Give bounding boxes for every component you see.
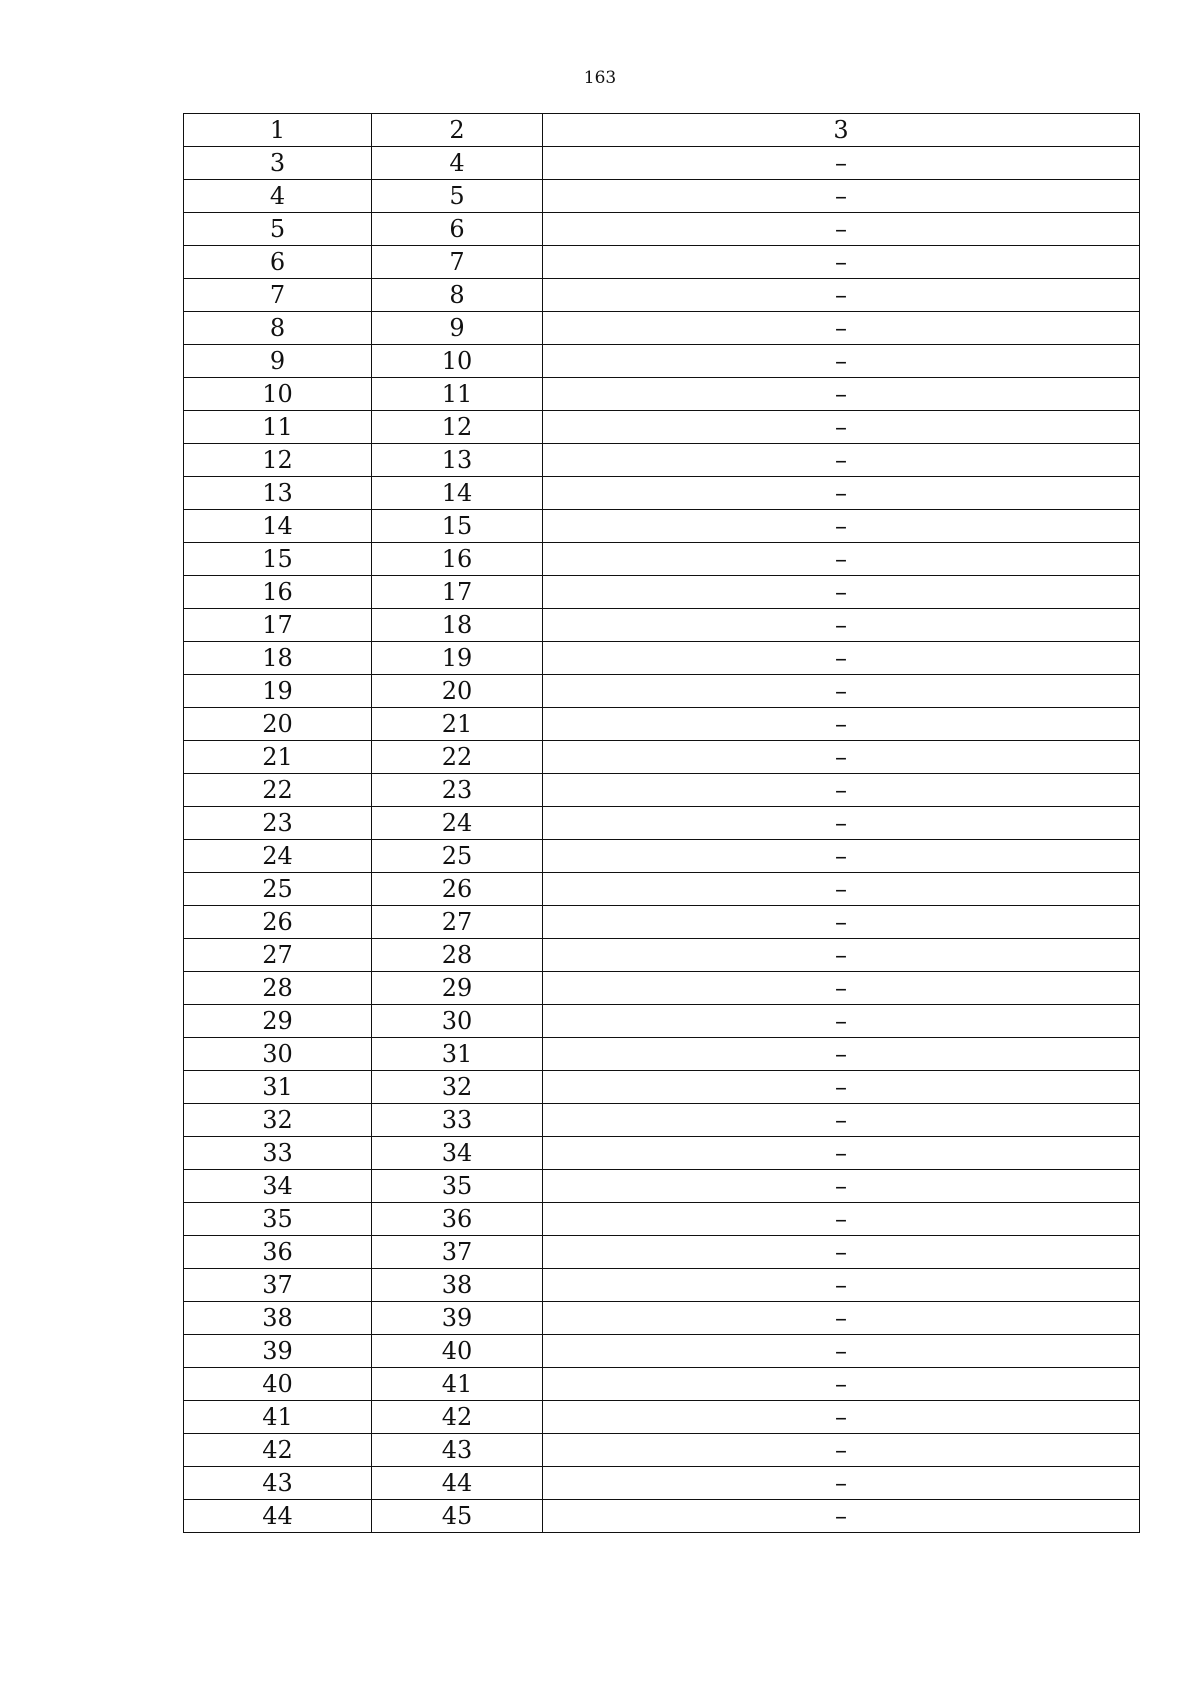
table-row [184,444,1140,477]
table-cell-col-2: 36 [372,1203,543,1236]
table-row [184,543,1140,576]
table-cell-col-1: 35 [184,1203,372,1236]
table-cell-col-2: 31 [372,1038,543,1071]
table-cell-col-3: – [543,312,1140,345]
table-cell-col-1: 36 [184,1236,372,1269]
table-row [184,1500,1140,1533]
table-row [184,180,1140,213]
table-cell-col-2: 8 [372,279,543,312]
table-cell-col-2: 9 [372,312,543,345]
table-cell-col-3: – [543,180,1140,213]
table-cell-col-2: 11 [372,378,543,411]
table-cell-col-1: 28 [184,972,372,1005]
table-cell-col-2: 22 [372,741,543,774]
table-cell-col-3: – [543,1236,1140,1269]
table-cell-col-1: 40 [184,1368,372,1401]
table-cell-col-1: 43 [184,1467,372,1500]
table-cell-col-3: – [543,807,1140,840]
table-cell-col-2: 29 [372,972,543,1005]
table-cell-col-3: – [543,609,1140,642]
table-row [184,1104,1140,1137]
data-table-container [183,113,1139,1533]
table-row [184,774,1140,807]
table-cell-col-3: – [543,1170,1140,1203]
table-cell-col-1: 9 [184,345,372,378]
table-cell-col-2: 5 [372,180,543,213]
table-cell-col-2: 27 [372,906,543,939]
table-cell-col-3: – [543,1467,1140,1500]
table-cell-col-1: 22 [184,774,372,807]
table-row [184,939,1140,972]
table-cell-col-2: 26 [372,873,543,906]
table-row [184,741,1140,774]
header-row [184,114,1140,147]
table-cell-col-1: 37 [184,1269,372,1302]
table-row [184,1368,1140,1401]
table-cell-col-2: 21 [372,708,543,741]
table-cell-col-1: 27 [184,939,372,972]
table-cell-col-1: 10 [184,378,372,411]
table-cell-col-1: 24 [184,840,372,873]
table-cell-col-1: 32 [184,1104,372,1137]
table-cell-col-3: – [543,873,1140,906]
table-cell-col-3: – [543,1401,1140,1434]
table-cell-col-1: 44 [184,1500,372,1533]
table-row [184,1071,1140,1104]
table-row [184,147,1140,180]
table-cell-col-3: – [543,246,1140,279]
table-cell-col-3: – [543,147,1140,180]
table-row [184,312,1140,345]
table-cell-col-2: 18 [372,609,543,642]
table-row [184,609,1140,642]
table-cell-col-2: 30 [372,1005,543,1038]
table-cell-col-1: 20 [184,708,372,741]
table-cell-col-2: 16 [372,543,543,576]
table-cell-col-3: – [543,1104,1140,1137]
table-cell-col-1: 34 [184,1170,372,1203]
table-row [184,642,1140,675]
table-row [184,246,1140,279]
table-cell-col-3: – [543,1302,1140,1335]
table-cell-col-1: 41 [184,1401,372,1434]
table-cell-col-3: – [543,741,1140,774]
table-row [184,1203,1140,1236]
table-cell-col-3: – [543,939,1140,972]
table-cell-col-1: 18 [184,642,372,675]
table-cell-col-1: 1 [184,114,372,147]
table-cell-col-3: – [543,279,1140,312]
table-cell-col-2: 38 [372,1269,543,1302]
table-cell-col-3: – [543,378,1140,411]
table-cell-col-2: 39 [372,1302,543,1335]
table-cell-col-2: 6 [372,213,543,246]
table-cell-col-3: 3 [543,114,1140,147]
table-row [184,345,1140,378]
table-row [184,1302,1140,1335]
table-cell-col-2: 24 [372,807,543,840]
table-cell-col-2: 32 [372,1071,543,1104]
table-cell-col-2: 28 [372,939,543,972]
table-row [184,1434,1140,1467]
table-cell-col-3: – [543,1500,1140,1533]
table-cell-col-3: – [543,477,1140,510]
table-row [184,906,1140,939]
table-cell-col-3: – [543,1071,1140,1104]
page-number: 163 [583,68,617,88]
table-row [184,1038,1140,1071]
table-cell-col-1: 31 [184,1071,372,1104]
table-cell-col-1: 8 [184,312,372,345]
table-row [184,1335,1140,1368]
table-cell-col-1: 39 [184,1335,372,1368]
table-cell-col-1: 26 [184,906,372,939]
data-table [183,113,1140,1533]
table-cell-col-2: 10 [372,345,543,378]
table-row [184,1236,1140,1269]
table-cell-col-2: 37 [372,1236,543,1269]
table-cell-col-1: 23 [184,807,372,840]
table-cell-col-3: – [543,972,1140,1005]
table-cell-col-2: 25 [372,840,543,873]
table-row [184,840,1140,873]
table-row [184,411,1140,444]
table-cell-col-2: 20 [372,675,543,708]
table-cell-col-1: 12 [184,444,372,477]
table-cell-col-2: 35 [372,1170,543,1203]
table-row [184,378,1140,411]
table-cell-col-2: 40 [372,1335,543,1368]
table-cell-col-2: 12 [372,411,543,444]
table-row [184,279,1140,312]
table-cell-col-3: – [543,543,1140,576]
table-body [184,114,1140,1533]
table-cell-col-3: – [543,411,1140,444]
table-row [184,1269,1140,1302]
table-row [184,972,1140,1005]
table-cell-col-3: – [543,510,1140,543]
table-cell-col-3: – [543,642,1140,675]
table-cell-col-1: 30 [184,1038,372,1071]
table-cell-col-1: 42 [184,1434,372,1467]
table-cell-col-3: – [543,1368,1140,1401]
table-cell-col-1: 4 [184,180,372,213]
table-cell-col-1: 14 [184,510,372,543]
table-cell-col-3: – [543,1269,1140,1302]
table-cell-col-1: 16 [184,576,372,609]
table-row [184,873,1140,906]
table-cell-col-1: 19 [184,675,372,708]
table-cell-col-3: – [543,1434,1140,1467]
table-cell-col-3: – [543,1203,1140,1236]
table-row [184,675,1140,708]
table-cell-col-3: – [543,675,1140,708]
table-cell-col-2: 15 [372,510,543,543]
table-cell-col-3: – [543,840,1140,873]
table-cell-col-2: 7 [372,246,543,279]
table-cell-col-1: 5 [184,213,372,246]
table-cell-col-2: 42 [372,1401,543,1434]
table-cell-col-3: – [543,1038,1140,1071]
table-cell-col-3: – [543,213,1140,246]
table-cell-col-1: 17 [184,609,372,642]
table-cell-col-1: 21 [184,741,372,774]
table-row [184,477,1140,510]
table-row [184,576,1140,609]
table-cell-col-3: – [543,345,1140,378]
table-cell-col-2: 4 [372,147,543,180]
table-cell-col-1: 33 [184,1137,372,1170]
table-cell-col-2: 43 [372,1434,543,1467]
table-cell-col-3: – [543,906,1140,939]
table-cell-col-1: 6 [184,246,372,279]
table-cell-col-3: – [543,1335,1140,1368]
table-row [184,1401,1140,1434]
table-cell-col-1: 15 [184,543,372,576]
table-cell-col-1: 11 [184,411,372,444]
table-cell-col-1: 7 [184,279,372,312]
table-cell-col-3: – [543,1137,1140,1170]
table-cell-col-2: 13 [372,444,543,477]
table-row [184,1137,1140,1170]
table-cell-col-3: – [543,774,1140,807]
table-cell-col-3: – [543,1005,1140,1038]
table-cell-col-2: 33 [372,1104,543,1137]
table-row [184,510,1140,543]
table-cell-col-2: 23 [372,774,543,807]
table-row [184,708,1140,741]
table-cell-col-3: – [543,444,1140,477]
table-cell-col-2: 41 [372,1368,543,1401]
table-cell-col-2: 34 [372,1137,543,1170]
table-cell-col-2: 44 [372,1467,543,1500]
table-row [184,1170,1140,1203]
table-cell-col-1: 25 [184,873,372,906]
table-cell-col-2: 45 [372,1500,543,1533]
table-cell-col-2: 19 [372,642,543,675]
table-cell-col-3: – [543,576,1140,609]
table-row [184,1467,1140,1500]
table-cell-col-3: – [543,708,1140,741]
table-cell-col-1: 3 [184,147,372,180]
table-row [184,213,1140,246]
table-cell-col-2: 17 [372,576,543,609]
table-cell-col-1: 29 [184,1005,372,1038]
table-cell-col-2: 14 [372,477,543,510]
table-cell-col-2: 2 [372,114,543,147]
table-cell-col-1: 13 [184,477,372,510]
table-row [184,1005,1140,1038]
table-row [184,807,1140,840]
table-cell-col-1: 38 [184,1302,372,1335]
